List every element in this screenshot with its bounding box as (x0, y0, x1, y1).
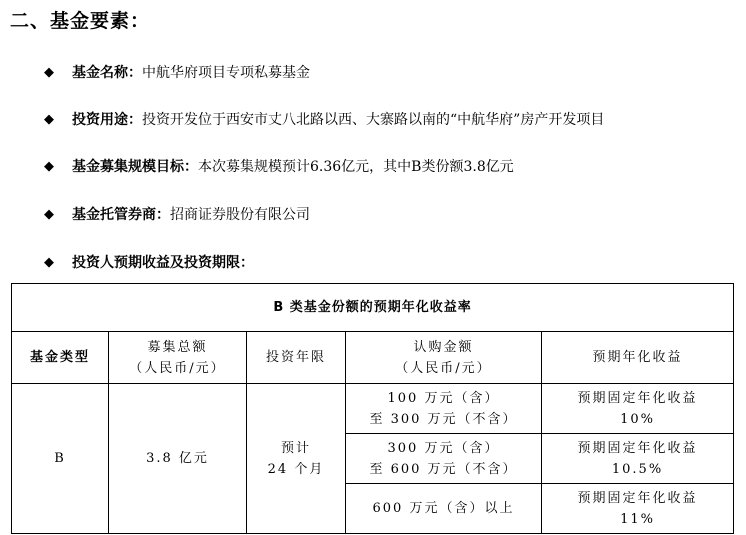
diamond-bullet-icon: ◆ (44, 206, 54, 222)
item-value: 本次募集规模预计6.36亿元，其中B类份额3.8亿元 (198, 159, 514, 175)
item-returns-term (44, 252, 254, 272)
item-value: 招商证券股份有限公司 (170, 207, 310, 223)
cell-yield-line2: 11% (620, 511, 655, 527)
header-yield: 预期年化收益 (542, 332, 734, 384)
cell-yield-line2: 10% (620, 411, 655, 427)
item-fund-size (44, 156, 514, 176)
item-fund-name (44, 62, 310, 82)
cell-amount-line1: 300 万元（含） (387, 440, 500, 456)
diamond-bullet-icon: ◆ (44, 158, 54, 174)
cell-amount-line1: 600 万元（含）以上 (372, 501, 515, 516)
table-row (12, 384, 734, 434)
diamond-bullet-icon: ◆ (44, 64, 54, 80)
item-custodian (44, 204, 310, 224)
cell-amount (346, 384, 542, 434)
cell-amount (346, 484, 542, 534)
item-investment-use (44, 109, 604, 129)
item-label: 基金名称： (72, 65, 142, 81)
cell-yield-line1: 预期固定年化收益 (577, 390, 698, 406)
item-label: 基金募集规模目标： (72, 159, 198, 175)
cell-yield (542, 434, 734, 484)
yield-table (11, 283, 734, 534)
item-label: 投资用途： (72, 112, 142, 128)
section-title: 二、基金要素： (10, 10, 151, 32)
cell-amount-line2: 至 600 万元（不含） (369, 461, 518, 477)
header-subscription-line1: 认购金额 (413, 339, 474, 355)
diamond-bullet-icon: ◆ (44, 254, 54, 270)
item-value: 投资开发位于西安市丈八北路以西、大寨路以南的“中航华府”房产开发项目 (142, 112, 605, 128)
table-title: B 类基金份额的预期年化收益率 (12, 284, 734, 332)
cell-term-line1: 预计 (280, 440, 311, 456)
item-value: 中航华府项目专项私募基金 (142, 65, 310, 81)
header-fund-type: 基金类型 (12, 332, 109, 384)
cell-term (247, 384, 346, 534)
cell-yield-line1: 预期固定年化收益 (577, 440, 698, 456)
header-total-line2: （人民币/元） (129, 360, 226, 376)
diamond-bullet-icon: ◆ (44, 111, 54, 127)
header-subscription (346, 332, 542, 384)
item-label: 基金托管券商： (72, 207, 170, 223)
cell-total: 3.8 亿元 (109, 384, 247, 534)
header-row (12, 332, 734, 384)
header-subscription-line2: （人民币/元） (395, 360, 492, 376)
cell-amount-line2: 至 300 万元（不含） (369, 411, 518, 427)
cell-amount (346, 434, 542, 484)
cell-yield-line1: 预期固定年化收益 (577, 490, 698, 506)
item-label: 投资人预期收益及投资期限： (72, 255, 254, 271)
header-total-line1: 募集总额 (147, 339, 208, 355)
cell-amount-line1: 100 万元（含） (387, 390, 500, 406)
cell-yield (542, 384, 734, 434)
cell-yield-line2: 10.5% (611, 461, 664, 477)
cell-term-line2: 24 个月 (267, 461, 325, 477)
header-term: 投资年限 (247, 332, 346, 384)
header-total (109, 332, 247, 384)
cell-yield (542, 484, 734, 534)
cell-fund-type: B (12, 384, 109, 534)
